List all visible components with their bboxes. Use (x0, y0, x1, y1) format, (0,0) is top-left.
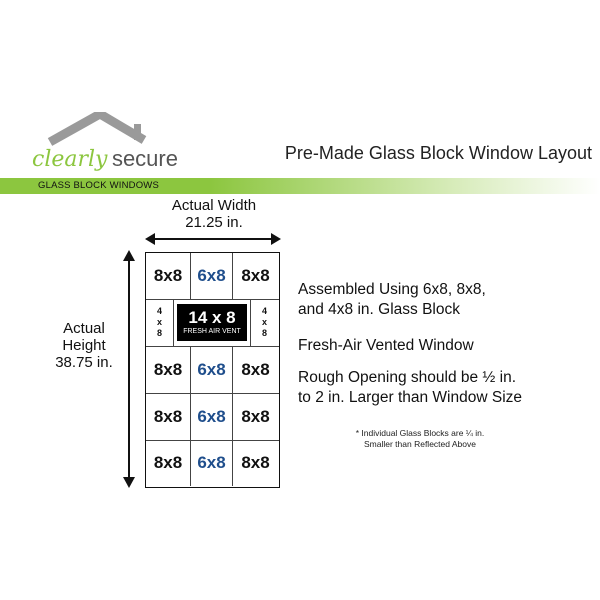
block-8x8: 8x8 (146, 346, 191, 393)
block-6x8: 6x8 (191, 253, 233, 299)
block-4x8-right-line1: 4 (261, 306, 267, 316)
block-6x8: 6x8 (191, 346, 233, 393)
logo-wordmark (32, 146, 178, 172)
assembly-line1: Assembled Using 6x8, 8x8, (298, 281, 486, 298)
rough-opening-line1: Rough Opening should be ½ in. (298, 369, 517, 386)
block-4x8-left-line3: 8 (156, 328, 162, 338)
grid-row-4 (146, 393, 279, 441)
block-4x8-left-line1: 4 (156, 306, 162, 316)
vent-info: Fresh-Air Vented Window (298, 337, 474, 354)
block-8x8: 8x8 (146, 393, 191, 440)
block-8x8: 8x8 (241, 266, 270, 285)
grid-row-1 (146, 253, 279, 300)
height-label-line2: Height (62, 337, 106, 354)
height-dimension-label (44, 320, 124, 371)
rough-opening-line2: to 2 in. Larger than Window Size (298, 389, 523, 406)
width-value-text: 21.25 in. (185, 214, 243, 231)
footnote-line1: * Individual Glass Blocks are ¼ in. (355, 428, 485, 438)
height-arrow-icon (122, 250, 136, 488)
height-label-line1: Actual (63, 320, 105, 337)
block-6x8: 6x8 (191, 393, 233, 440)
fresh-air-vent (177, 304, 247, 341)
footnote-line2: Smaller than Reflected Above (364, 439, 476, 449)
block-4x8-left-line2: x (156, 317, 162, 327)
page-title: Pre-Made Glass Block Window Layout (284, 143, 592, 163)
block-8x8: 8x8 (146, 440, 191, 486)
footnote (330, 428, 510, 450)
block-8x8: 8x8 (241, 453, 270, 472)
width-dimension-label (150, 197, 278, 231)
logo-word-secure: secure (111, 146, 178, 171)
logo-word-clearly: clearly (32, 147, 108, 172)
block-4x8-right (250, 299, 278, 346)
block-8x8: 8x8 (241, 359, 270, 379)
height-value-text: 38.75 in. (55, 354, 113, 371)
assembly-line2: and 4x8 in. Glass Block (298, 301, 460, 318)
block-6x8: 6x8 (191, 440, 233, 486)
grid-row-5 (146, 440, 279, 486)
block-4x8-left (146, 299, 174, 346)
block-8x8: 8x8 (241, 406, 270, 426)
glass-block-grid (145, 252, 280, 488)
grid-row-vent (146, 299, 279, 347)
vent-size: 14 x 8 (188, 308, 236, 327)
block-4x8-right-line3: 8 (261, 328, 267, 338)
width-label-text: Actual Width (171, 197, 257, 214)
grid-row-3 (146, 346, 279, 394)
assembly-info (298, 280, 486, 320)
width-arrow-icon (145, 232, 281, 246)
block-4x8-right-line2: x (261, 317, 267, 327)
brand-logo (22, 112, 178, 182)
rough-opening-info (298, 368, 522, 408)
vent-label: FRESH AIR VENT (183, 328, 241, 335)
block-8x8: 8x8 (146, 253, 191, 299)
logo-tagline: GLASS BLOCK WINDOWS (38, 180, 159, 191)
